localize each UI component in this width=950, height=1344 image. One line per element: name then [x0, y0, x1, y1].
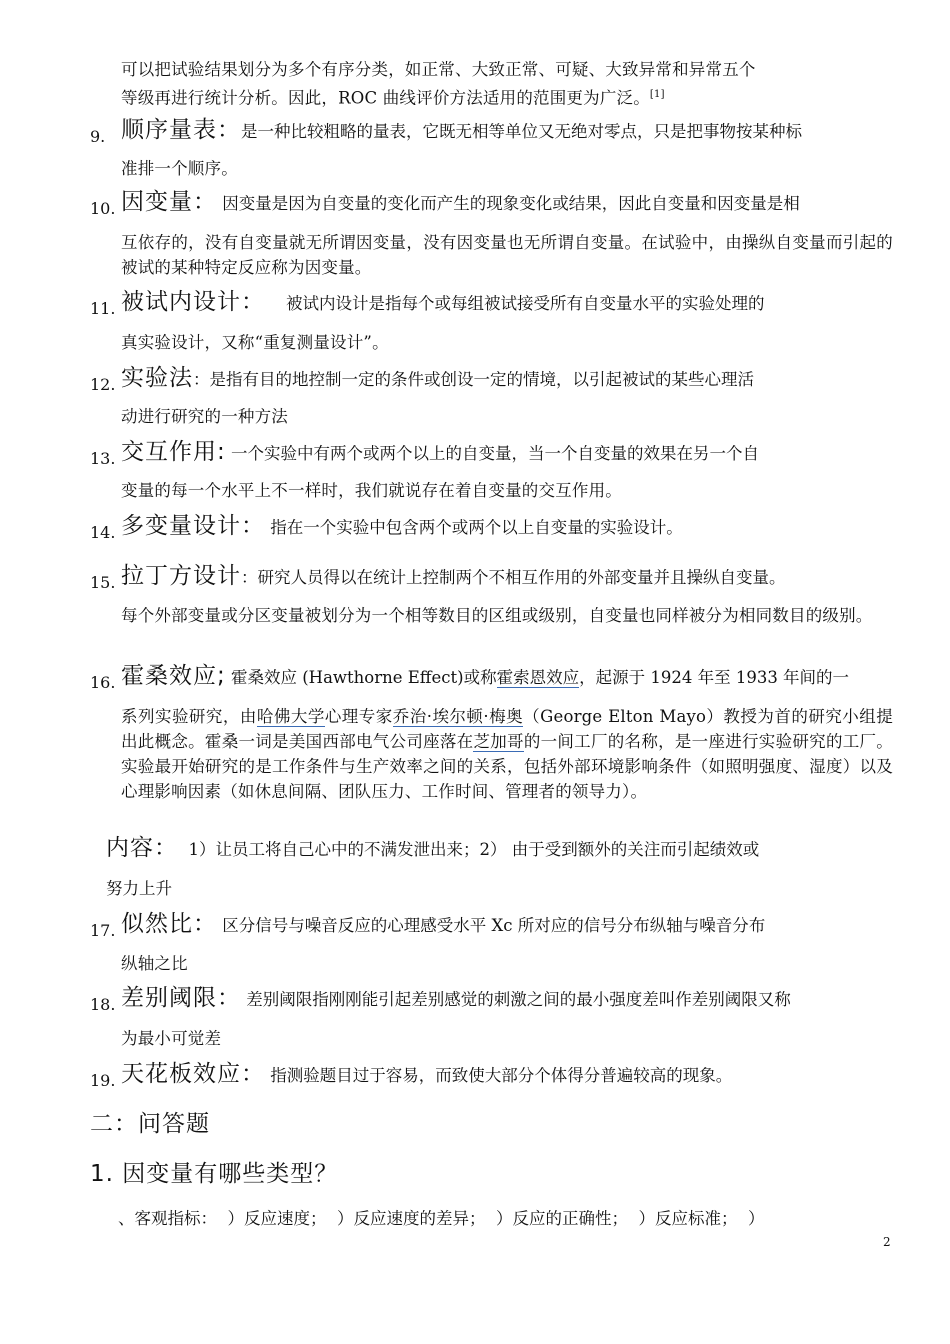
- intro-line-1: 可以把试验结果划分为多个有序分类，如正常、大致正常、可疑、大致异常和异常五个: [121, 60, 756, 79]
- list-item: [90, 514, 893, 548]
- item-continuation: 每个外部变量或分区变量被划分为一个相等数目的区组或级别，自变量也同样被分为相同数目的级别。: [121, 606, 873, 625]
- link-harvard[interactable]: 哈佛大学: [256, 707, 325, 726]
- list-item: [90, 440, 893, 502]
- link-chicago[interactable]: 芝加哥: [473, 732, 524, 751]
- item-number: 11.: [90, 299, 116, 318]
- item-definition: 指测验题目过于容易，而致使大部分个体得分普遍较高的现象。: [270, 1066, 733, 1085]
- item-continuation: 准排一个顺序。: [121, 159, 238, 178]
- item-term: 顺序量表：: [121, 117, 241, 143]
- item-continuation: 变量的每一个水平上不一样时，我们就说存在着自变量的交互作用。: [121, 481, 622, 500]
- item-definition: 一个实验中有两个或两个以上的自变量，当一个自变量的效果在另一个自: [231, 444, 759, 463]
- list-item: [90, 564, 893, 654]
- item-number: 19.: [90, 1071, 116, 1090]
- item-number: 13.: [90, 449, 116, 468]
- list-item: [90, 366, 893, 428]
- list-item-hawthorne: [90, 664, 893, 834]
- content-label: 内容：: [106, 835, 178, 861]
- item-term: 实验法: [121, 365, 193, 391]
- answer-line: 、客观指标： ）反应速度； ）反应速度的差异； ）反应的正确性； ）反应标准； ）: [118, 1209, 765, 1228]
- item-definition: 指在一个实验中包含两个或两个以上自变量的实验设计。: [270, 518, 683, 537]
- item-term: 似然比：: [121, 911, 217, 937]
- content-note: [106, 836, 893, 906]
- page-number: 2: [883, 1235, 891, 1249]
- item-term: 拉丁方设计: [121, 563, 241, 589]
- item-definition: 霍桑效应 (Hawthorne Effect)或称: [231, 668, 497, 687]
- item-number: 12.: [90, 375, 116, 394]
- link-george-elton-mayo[interactable]: 乔治·埃尔顿·梅奥: [392, 707, 524, 726]
- list-item: [90, 190, 893, 280]
- item-number: 10.: [90, 199, 116, 218]
- item-definition: 被试内设计是指每个或每组被试接受所有自变量水平的实验处理的: [285, 294, 765, 313]
- item-definition: 是一种比较粗略的量表，它既无相等单位又无绝对零点，只是把事物按某种标: [241, 122, 802, 141]
- item-term: 霍桑效应;: [121, 663, 226, 689]
- item-definition: ：研究人员得以在统计上控制两个不相互作用的外部变量并且操纵自变量。: [241, 568, 786, 587]
- list-item: [90, 1062, 893, 1096]
- item-number: 15.: [90, 573, 116, 592]
- list-item: [90, 912, 893, 974]
- item-definition: 区分信号与噪音反应的心理感受水平 Xc 所对应的信号分布纵轴与噪音分布: [222, 916, 766, 935]
- list-item: [90, 118, 893, 178]
- question-heading: 1. 因变量有哪些类型？: [90, 1161, 339, 1187]
- section-heading: 二：问答题: [90, 1111, 210, 1137]
- list-item: [90, 986, 893, 1048]
- item-term: 因变量：: [121, 189, 217, 215]
- item-continuation: 为最小可觉差: [121, 1029, 222, 1048]
- item-term: 被试内设计：: [121, 289, 265, 315]
- item-term: 差别阈限：: [121, 985, 241, 1011]
- item-definition: 差别阈限指刚刚能引起差别感觉的刺激之间的最小强度差叫作差别阈限又称: [246, 990, 791, 1009]
- item-term: 多变量设计：: [121, 513, 265, 539]
- item-number: 14.: [90, 523, 116, 542]
- content-continuation: 努力上升: [106, 879, 172, 898]
- item-term: 交互作用:: [121, 439, 226, 465]
- item-definition: ：是指有目的地控制一定的条件或创设一定的情境，以引起被试的某些心理活: [193, 370, 754, 389]
- list-item: [90, 290, 893, 352]
- link-huosuoen-effect[interactable]: 霍索恩效应: [496, 668, 580, 687]
- item-definition-cont: ，起源于 1924 年至 1933 年间的一: [579, 668, 850, 687]
- intro-paragraph: [121, 57, 893, 111]
- item-number: 17.: [90, 921, 116, 940]
- citation-ref[interactable]: [1]: [649, 89, 665, 100]
- intro-line-2: 等级再进行统计分析。因此，ROC 曲线评价方法适用的范围更为广泛。: [121, 88, 650, 108]
- item-number: 9.: [90, 127, 106, 146]
- item-continuation: 真实验设计，又称“重复测量设计”。: [121, 333, 389, 352]
- item-continuation: 互依存的，没有自变量就无所谓因变量，没有因变量也无所谓自变量。在试验中，由操纵自变量而引起的被试的某种特定反应称为因变量。: [121, 233, 893, 277]
- item-number: 16.: [90, 673, 116, 692]
- item-definition: 因变量是因为自变量的变化而产生的现象变化或结果，因此自变量和因变量是相: [222, 194, 800, 213]
- item-term: 天花板效应：: [121, 1061, 265, 1087]
- content-text: 1）让员工将自己心中的不满发泄出来；2） 由于受到额外的关注而引起绩效或: [188, 840, 760, 859]
- item-continuation: 系列实验研究，由哈佛大学心理专家乔治·埃尔顿·梅奥（George Elton Mayo）教授为首的研究小组提出此概念。霍桑一词是美国西部电气公司座落在芝加哥的一间工厂的名称，是一座进行实验研究的工厂。实验最开始研究的是工作条件与生产效率之间的关系，包括外部环境影响条件（如照明强度、湿度）以及心理影响因素（如休息间隔、团队压力、工作时间、管理者的领导力）。: [121, 707, 893, 801]
- item-number: 18.: [90, 995, 116, 1014]
- item-continuation: 动进行研究的一种方法: [121, 407, 288, 426]
- item-continuation: 纵轴之比: [121, 954, 188, 973]
